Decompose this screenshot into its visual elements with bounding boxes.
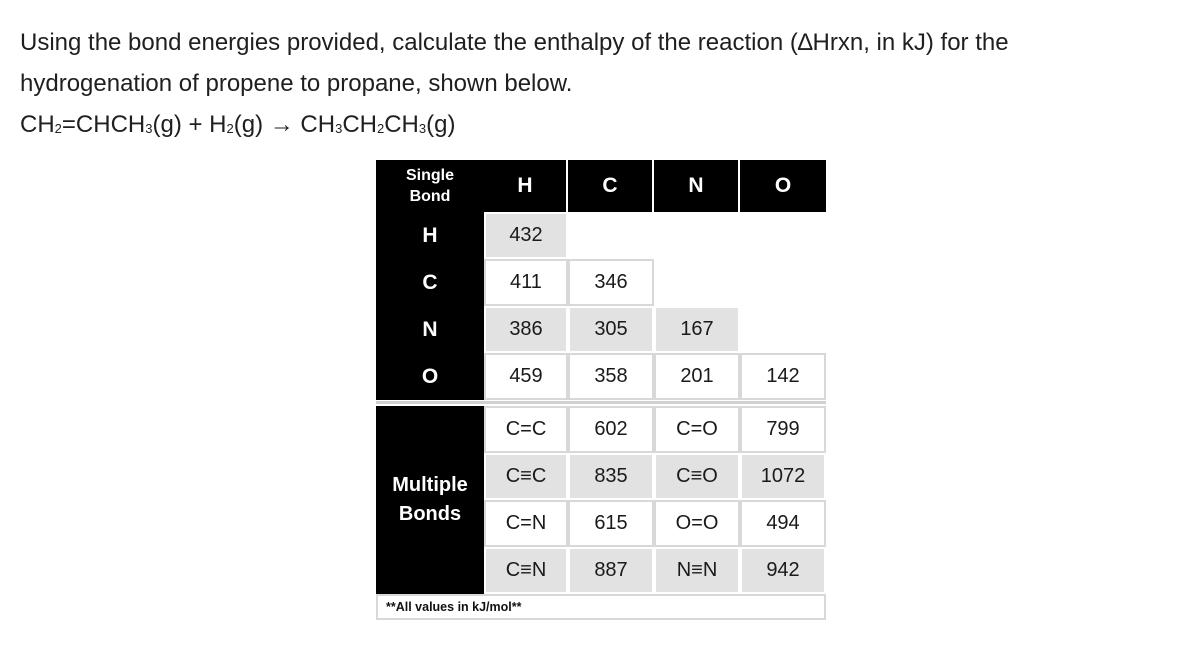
value-o-c: 358 — [568, 353, 654, 400]
section-divider — [376, 401, 826, 404]
eq-subscript: 2 — [376, 121, 385, 136]
value-h-h: 432 — [484, 212, 568, 259]
value-n-h: 386 — [484, 306, 568, 353]
multiple-line-2: Bonds — [398, 503, 462, 525]
multi-bond-name: C=C — [484, 406, 568, 453]
eq-part: (g) + H — [152, 111, 227, 138]
multi-bond-value: 835 — [568, 453, 654, 500]
bond-energy-table — [376, 160, 826, 620]
eq-part: CH — [342, 111, 377, 138]
col-header-o: O — [740, 160, 826, 212]
row-header-c: C — [376, 259, 484, 306]
eq-part: (g) — [426, 111, 456, 138]
eq-part: =CHCH — [61, 111, 146, 138]
eq-subscript: 3 — [145, 121, 153, 136]
row-header-h: H — [376, 212, 484, 259]
value-o-o: 142 — [740, 353, 826, 400]
eq-part: CH — [384, 111, 419, 138]
reaction-equation — [20, 104, 1190, 149]
multi-bond-value: 602 — [568, 406, 654, 453]
multi-bond-value: 494 — [740, 500, 826, 547]
multi-bond-name: O=O — [654, 500, 740, 547]
value-o-n: 201 — [654, 353, 740, 400]
eq-part: CH — [20, 111, 55, 138]
multi-bond-name: N≡N — [654, 547, 740, 594]
corner-label — [376, 160, 484, 212]
row-header-o: O — [376, 353, 484, 400]
col-header-c: C — [568, 160, 654, 212]
question-line-2: hydrogenation of propene to propane, shown below. — [20, 70, 573, 97]
multi-bond-value: 887 — [568, 547, 654, 594]
units-footnote: **All values in kJ/mol** — [376, 594, 826, 620]
multi-bond-name: C=N — [484, 500, 568, 547]
col-header-n: N — [654, 160, 740, 212]
multiple-line-1: Multiple — [392, 474, 468, 496]
value-n-c: 305 — [568, 306, 654, 353]
eq-subscript: 3 — [418, 121, 427, 136]
corner-line-2: Bond — [409, 188, 451, 205]
multi-bond-name: C≡O — [654, 453, 740, 500]
eq-subscript: 3 — [335, 121, 343, 136]
eq-subscript: 2 — [226, 121, 234, 136]
question-text — [20, 22, 1190, 149]
value-n-n: 167 — [654, 306, 740, 353]
multiple-bonds-label — [376, 406, 484, 594]
multi-bond-name: C≡C — [484, 453, 568, 500]
multi-bond-value: 615 — [568, 500, 654, 547]
row-header-n: N — [376, 306, 484, 353]
col-header-h: H — [484, 160, 568, 212]
eq-part: (g) → CH — [233, 111, 336, 138]
multi-bond-value: 799 — [740, 406, 826, 453]
multi-bond-value: 1072 — [740, 453, 826, 500]
eq-subscript: 2 — [54, 121, 62, 136]
value-c-h: 411 — [484, 259, 568, 306]
multi-bond-value: 942 — [740, 547, 826, 594]
corner-line-1: Single — [405, 167, 454, 184]
multi-bond-name: C≡N — [484, 547, 568, 594]
question-line-1: Using the bond energies provided, calculate the enthalpy of the reaction (∆Hrxn, in kJ) for the — [20, 29, 1009, 56]
multi-bond-name: C=O — [654, 406, 740, 453]
value-o-h: 459 — [484, 353, 568, 400]
value-c-c: 346 — [568, 259, 654, 306]
